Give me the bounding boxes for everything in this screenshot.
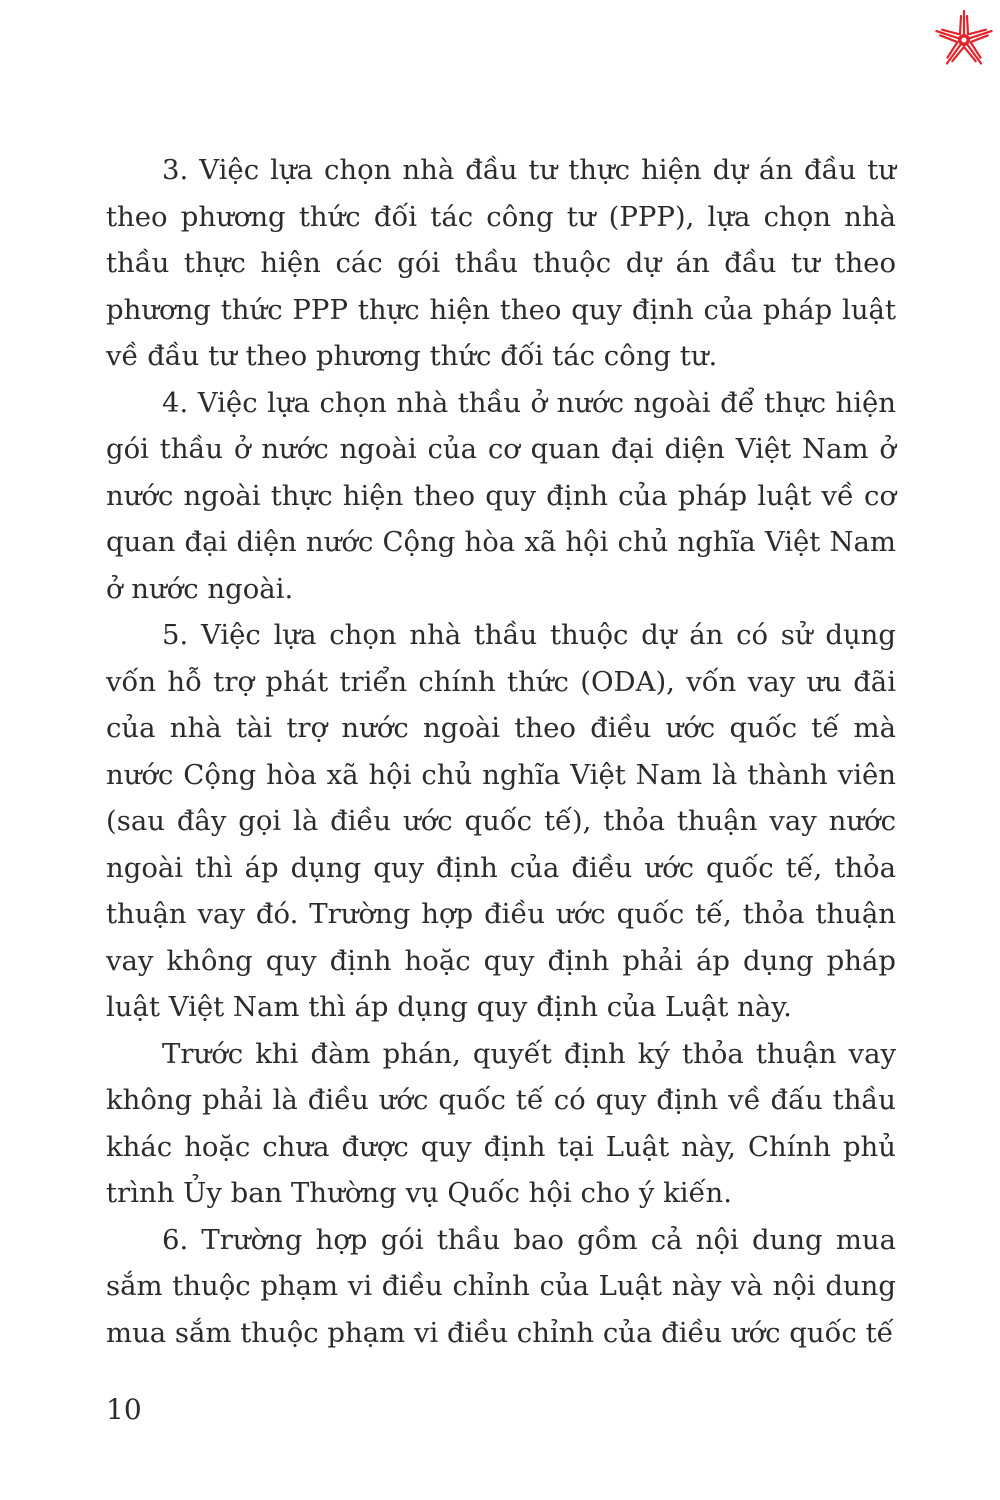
paragraph-clause-5-continuation: Trước khi đàm phán, quyết định ký thỏa thuận vay không phải là điều ước quốc tế có quy định về đấu thầu khác hoặc chưa được quy định tại Luật này, Chính phủ trình Ủy ban Thường vụ Quốc hội cho ý kiến.: [106, 1037, 896, 1209]
star-logo-icon: [932, 8, 996, 72]
publisher-star-logo: [932, 8, 996, 72]
paragraph-clause-6: 6. Trường hợp gói thầu bao gồm cả nội dung mua sắm thuộc phạm vi điều chỉnh của Luật này và nội dung mua sắm thuộc phạm vi điều chỉnh của điều ước quốc tế: [106, 1223, 896, 1349]
paragraph-clause-3: 3. Việc lựa chọn nhà đầu tư thực hiện dự án đầu tư theo phương thức đối tác công tư (PPP), lựa chọn nhà thầu thực hiện các gói thầu thuộc dự án đầu tư theo phương thức PPP thực hiện theo quy định của pháp luật về đầu tư theo phương thức đối tác công tư.: [106, 154, 896, 372]
paragraph-clause-5: 5. Việc lựa chọn nhà thầu thuộc dự án có sử dụng vốn hỗ trợ phát triển chính thức (ODA), vốn vay ưu đãi của nhà tài trợ nước ngoài theo điều ước quốc tế mà nước Cộng hòa xã hội chủ nghĩa Việt Nam là thành viên (sau đây gọi là điều ước quốc tế), thỏa thuận vay nước ngoài thì áp dụng quy định của điều ước quốc tế, thỏa thuận vay đó. Trường hợp điều ước quốc tế, thỏa thuận vay không quy định hoặc quy định phải áp dụng pháp luật Việt Nam thì áp dụng quy định của Luật này.: [106, 619, 896, 1023]
page-number: 10: [106, 1393, 142, 1426]
paragraph-clause-4: 4. Việc lựa chọn nhà thầu ở nước ngoài để thực hiện gói thầu ở nước ngoài của cơ quan đại diện Việt Nam ở nước ngoài thực hiện theo quy định của pháp luật về cơ quan đại diện nước Cộng hòa xã hội chủ nghĩa Việt Nam ở nước ngoài.: [106, 386, 896, 605]
page-body: [106, 147, 896, 1356]
